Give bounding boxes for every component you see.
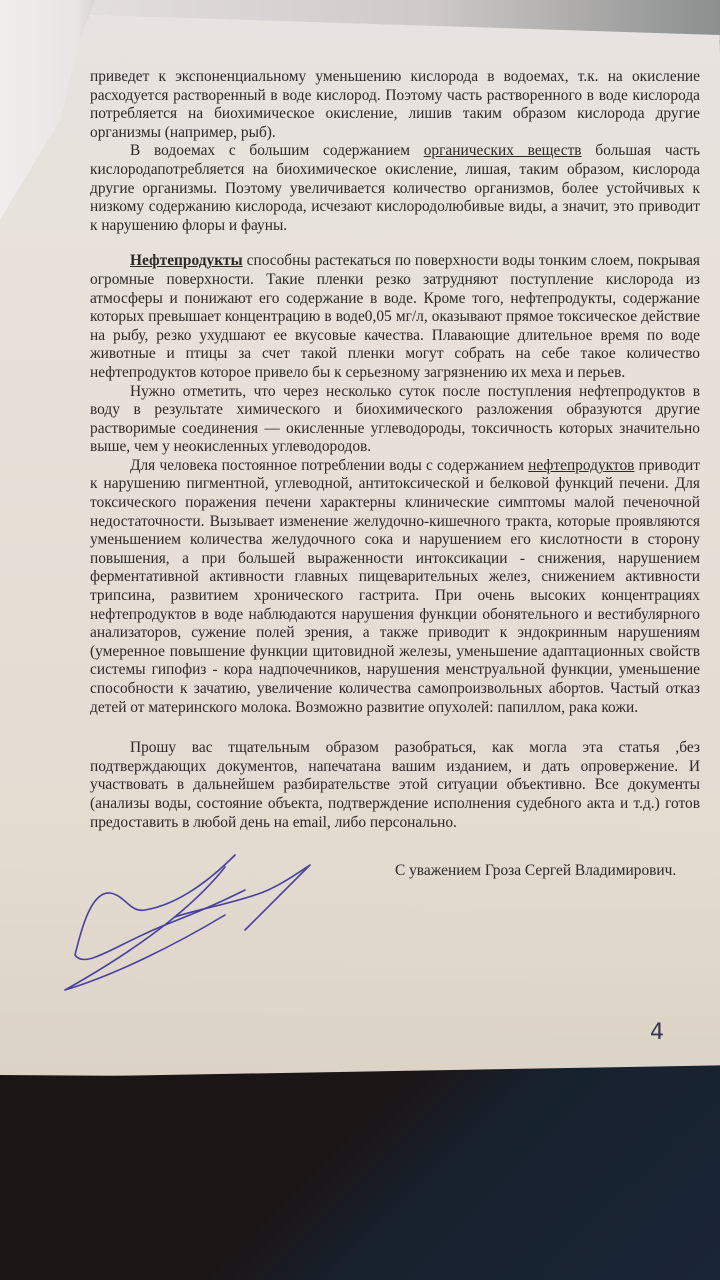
- underlined-term-organic: органических веществ: [423, 142, 582, 160]
- paragraph-decomposition: Нужно отметить, что через несколько суток после поступления нефтепродуктов в воду в результате химического и биохимического разложения образуются другие растворимые соединения — окисленные углеводороды, токсичность которых значительно выше, чем у неокисленных углеводородов.: [90, 382, 700, 456]
- text-run: приводит к нарушению пигментной, углеводной, антитоксической и белковой функций печени. Для токсического поражения печени характерны клинические симптомы малой печеночной недостаточности. Вызывает изменение желудочно-кишечного тракта, которые проявляются уменьшением количества желудочного сока и нарушением его кислотности в сторону повышения, а при большей выраженности интоксикации - снижения, нарушением ферментативной активности главных пищеварительных желез, снижением активности трипсина, развитием хронического гастрита. При очень высоких концентрациях нефтепродуктов в воде наблюдаются нарушения функции обонятельного и вестибулярного анализаторов, сужение полей зрения, а также приводит к эндокринным нарушениям (умеренное повышение функции щитовидной железы, уменьшение адаптационных свойств системы гипофиз - кора надпочечников, нарушения менструальной функции, уменьшение способности к зачатию, увеличение количества самопроизвольных абортов. Частый отказ детей от материнского молока. Возможно развитие опухолей: папиллом, рака кожи.: [90, 456, 700, 716]
- text-run: большая часть кислородапотребляется на биохимическое окисление, лишая, таким образом, кислорода другие организмы. Поэтому увеличивается количество организмов, более устойчивых к низкому содержанию кислорода, исчезают кислородолюбивые виды, а значит, это приводит к нарушению флоры и фауны.: [90, 142, 700, 234]
- handwritten-signature: [55, 845, 335, 995]
- closing-signoff: С уважением Гроза Сергей Владимирович.: [395, 862, 677, 879]
- underlined-term-petroleum: нефтепродуктов: [528, 456, 635, 474]
- text-run: Для человека постоянное потреблении воды с содержанием: [130, 456, 529, 474]
- paragraph-oxygen: приведет к экспоненциальному уменьшению кислорода в водоемах, т.к. на окисление расходуется растворенный в воде кислород. Поэтому часть растворенного в воде кислорода потребляется на биохимическое окисление, лишив таким образом кислорода другие организмы (например, рыб).: [90, 68, 700, 141]
- paragraph-human-health: [90, 457, 700, 717]
- document-body: [90, 68, 700, 832]
- paragraph-organic: [90, 142, 700, 235]
- table-surface: [0, 1060, 720, 1280]
- paragraph-request: Прошу вас тщательным образом разобраться, как могла эта статья ,без подтверждающих документов, напечатана вашим изданием, и дать опровержение. И участвовать в дальнейшем разбирательстве этой ситуации объективно. Все документы (анализы воды, состояние объекта, подтверждение исполнения судебного акта и т.д.) готов предоставить в любой день на email, либо персонально.: [90, 739, 700, 831]
- page-number: 4: [650, 1020, 664, 1045]
- paragraph-petroleum: [90, 252, 700, 382]
- signature-stroke: [175, 865, 310, 930]
- text-run: способны растекаться по поверхности воды тонким слоем, покрывая огромные поверхности. Такие пленки резко затрудняют поступление кислорода из атмосферы и понижают его содержание в воде. Кроме того, нефтепродукты, содержание которых превышает концентрацию в воде0,05 мг/л, оказывают прямое токсическое действие на рыбу, резко ухудшают ее вкусовые качества. Плавающие длительное время по воде животные и птицы за счет такой пленки могут собрать на себе такое количество нефтепродуктов которое привело бы к серьезному загрязнению их меха и перьев.: [90, 252, 700, 381]
- text-run: В водоемах с большим содержанием: [130, 142, 424, 160]
- heading-term-petroleum: Нефтепродукты: [130, 252, 243, 270]
- signature-stroke: [65, 867, 225, 990]
- signature-stroke: [75, 855, 245, 960]
